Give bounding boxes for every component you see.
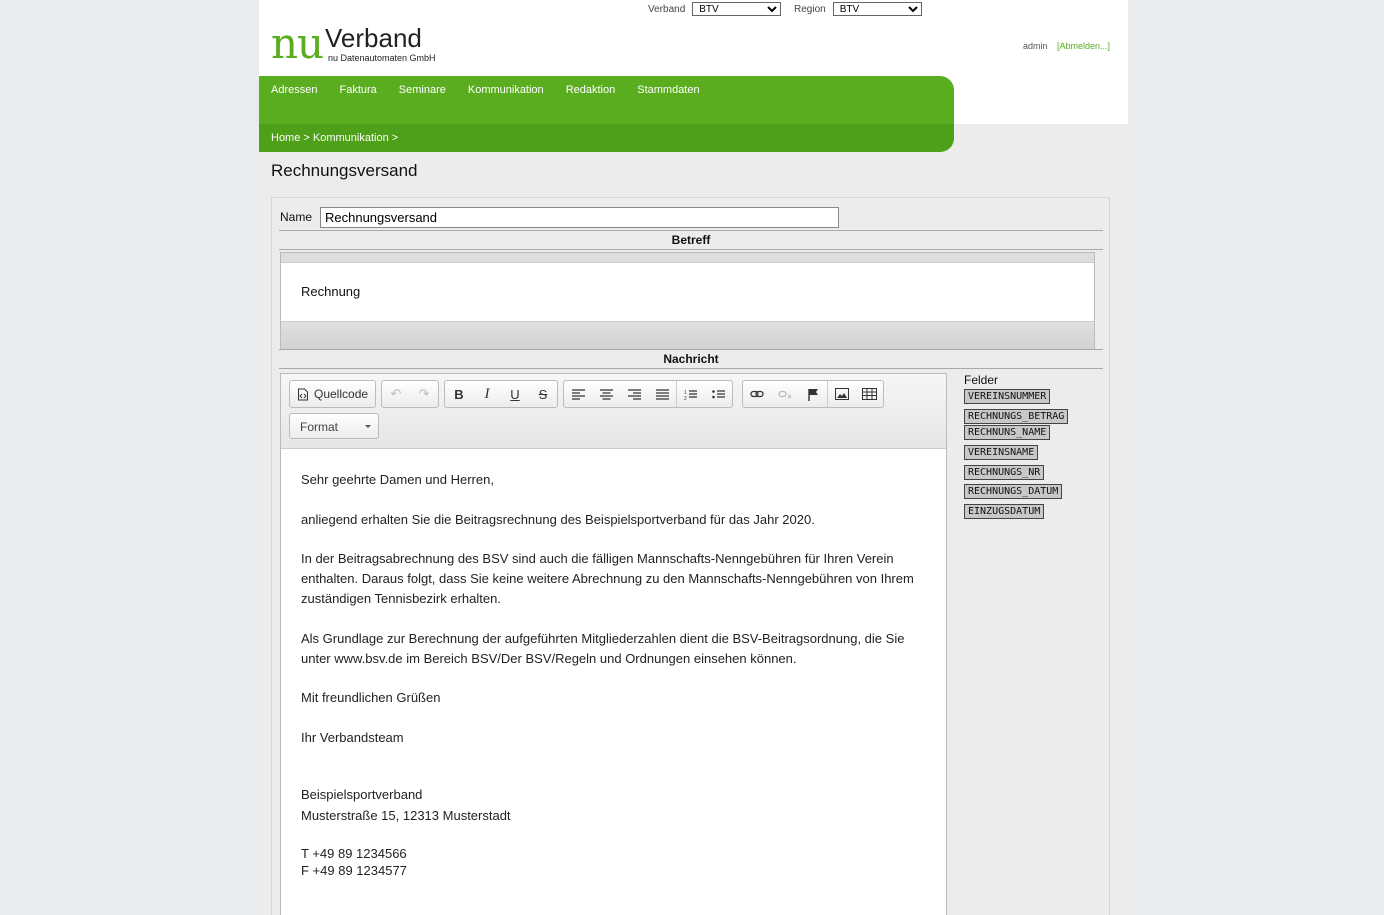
body-paragraph: Als Grundlage zur Berechnung der aufgeführten Mitgliederzahlen dient die BSV-Beitragsordnung, die Sie unter www.bsv.de im Bereich BSV/Der BSV/Regeln und Ordnungen einsehen können. — [301, 630, 905, 666]
nav-item-redaktion[interactable]: Redaktion — [565, 84, 616, 96]
subject-toolbar — [281, 253, 1094, 263]
source-label: Quellcode — [314, 387, 369, 401]
svg-text:2: 2 — [684, 395, 687, 400]
signature-phone: T +49 89 1234566 — [301, 845, 407, 861]
template-form — [271, 197, 1110, 915]
source-group — [289, 380, 376, 408]
svg-text:1: 1 — [684, 389, 687, 396]
subject-text[interactable]: Rechnung — [301, 284, 361, 299]
nav-item-kommunikation[interactable]: Kommunikation — [467, 84, 544, 96]
field-tag-einzugsdatum[interactable]: EINZUGSDATUM — [964, 504, 1044, 519]
underline-icon[interactable]: U — [510, 386, 520, 402]
italic-icon[interactable]: I — [484, 385, 490, 402]
table-icon[interactable] — [855, 381, 883, 407]
numbered-list-icon[interactable] — [676, 381, 704, 407]
undo-group — [381, 380, 439, 408]
redo-icon[interactable]: ↷ — [418, 386, 430, 401]
breadcrumb[interactable]: Home > Kommunikation > — [271, 132, 399, 144]
app-frame — [259, 0, 1128, 915]
breadcrumb-bar — [259, 124, 954, 152]
field-tag-vereinsnummer[interactable]: VEREINSNUMMER — [964, 389, 1050, 404]
editor-toolbar — [281, 374, 946, 449]
format-dropdown[interactable] — [289, 413, 379, 439]
logout-link[interactable]: [Abmelden...] — [1057, 41, 1111, 51]
logo-verband: Verband — [325, 23, 422, 53]
field-tag-rechnungs-betrag[interactable]: RECHNUNGS_BETRAG — [964, 409, 1068, 424]
align-center-icon[interactable] — [592, 381, 620, 407]
body-paragraph: Ihr Verbandsteam — [301, 729, 404, 745]
style-group — [444, 380, 558, 408]
main-nav — [259, 76, 954, 152]
nav-item-seminare[interactable]: Seminare — [398, 84, 446, 96]
nav-item-adressen[interactable]: Adressen — [271, 84, 318, 96]
message-editor — [280, 373, 947, 915]
name-input[interactable] — [320, 207, 839, 228]
message-body[interactable] — [301, 470, 931, 879]
format-label: Format — [300, 420, 339, 434]
field-tag-rechnungs-nr[interactable]: RECHNUNGS_NR — [964, 465, 1044, 480]
image-icon[interactable] — [827, 381, 855, 407]
source-icon — [297, 388, 309, 401]
field-tag-rechnuns-name[interactable]: RECHNUNS_NAME — [964, 425, 1050, 440]
nav-item-faktura[interactable]: Faktura — [339, 84, 377, 96]
bullet-list-icon[interactable] — [704, 381, 732, 407]
page-title: Rechnungsversand — [271, 161, 418, 180]
logo-nu: nu — [271, 19, 324, 68]
field-tag-rechnungs-datum[interactable]: RECHNUNGS_DATUM — [964, 484, 1062, 499]
logo-subtitle: nu Datenautomaten GmbH — [328, 53, 436, 63]
align-right-icon[interactable] — [620, 381, 648, 407]
body-paragraph: Mit freundlichen Grüßen — [301, 690, 441, 705]
bold-icon[interactable]: B — [454, 386, 464, 402]
name-label: Name — [280, 210, 313, 224]
field-tag-vereinsname[interactable]: VEREINSNAME — [964, 445, 1038, 460]
undo-icon[interactable]: ↶ — [390, 386, 402, 401]
subject-footer — [281, 321, 1094, 349]
region-select[interactable] — [833, 2, 922, 16]
signature-address: Musterstraße 15, 12313 Musterstadt — [301, 807, 511, 823]
fields-panel — [964, 373, 1104, 529]
verband-select[interactable] — [692, 2, 781, 16]
nav-item-stammdaten[interactable]: Stammdaten — [637, 84, 700, 96]
source-button[interactable] — [290, 387, 375, 401]
anchor-flag-icon[interactable] — [799, 381, 827, 407]
region-selector — [794, 2, 922, 16]
justify-icon[interactable] — [648, 381, 676, 407]
insert-group — [742, 380, 884, 408]
username: admin — [1023, 41, 1048, 51]
verband-label: Verband — [648, 3, 686, 15]
link-icon[interactable] — [743, 381, 771, 407]
verband-selector — [648, 2, 781, 16]
body-paragraph: anliegend erhalten Sie die Beitragsrechnung des Beispielsportverband für das Jahr 2020. — [301, 511, 815, 527]
align-group — [563, 380, 733, 408]
unlink-icon[interactable] — [771, 381, 799, 407]
signature-org: Beispielsportverband — [301, 786, 423, 802]
region-label: Region — [794, 3, 826, 15]
body-paragraph: In der Beitragsabrechnung des BSV sind auch die fälligen Mannschafts-Nenngebühren für Ihren Verein enthalten. Daraus folgt, dass Sie keine weitere Abrechnung zu den Mannschafts-Nenngebühren von Ihrem zuständigen Tennisbezirk erhalten. — [301, 551, 914, 606]
chevron-down-icon — [365, 425, 371, 428]
subject-editor[interactable] — [280, 252, 1095, 350]
body-paragraph: Sehr geehrte Damen und Herren, — [301, 472, 494, 487]
align-left-icon[interactable] — [564, 381, 592, 407]
betreff-heading: Betreff — [279, 230, 1103, 250]
fields-title: Felder — [964, 373, 999, 387]
nachricht-heading: Nachricht — [279, 349, 1103, 369]
strikethrough-icon[interactable]: S — [538, 386, 548, 402]
signature-fax: F +49 89 1234577 — [301, 862, 407, 878]
